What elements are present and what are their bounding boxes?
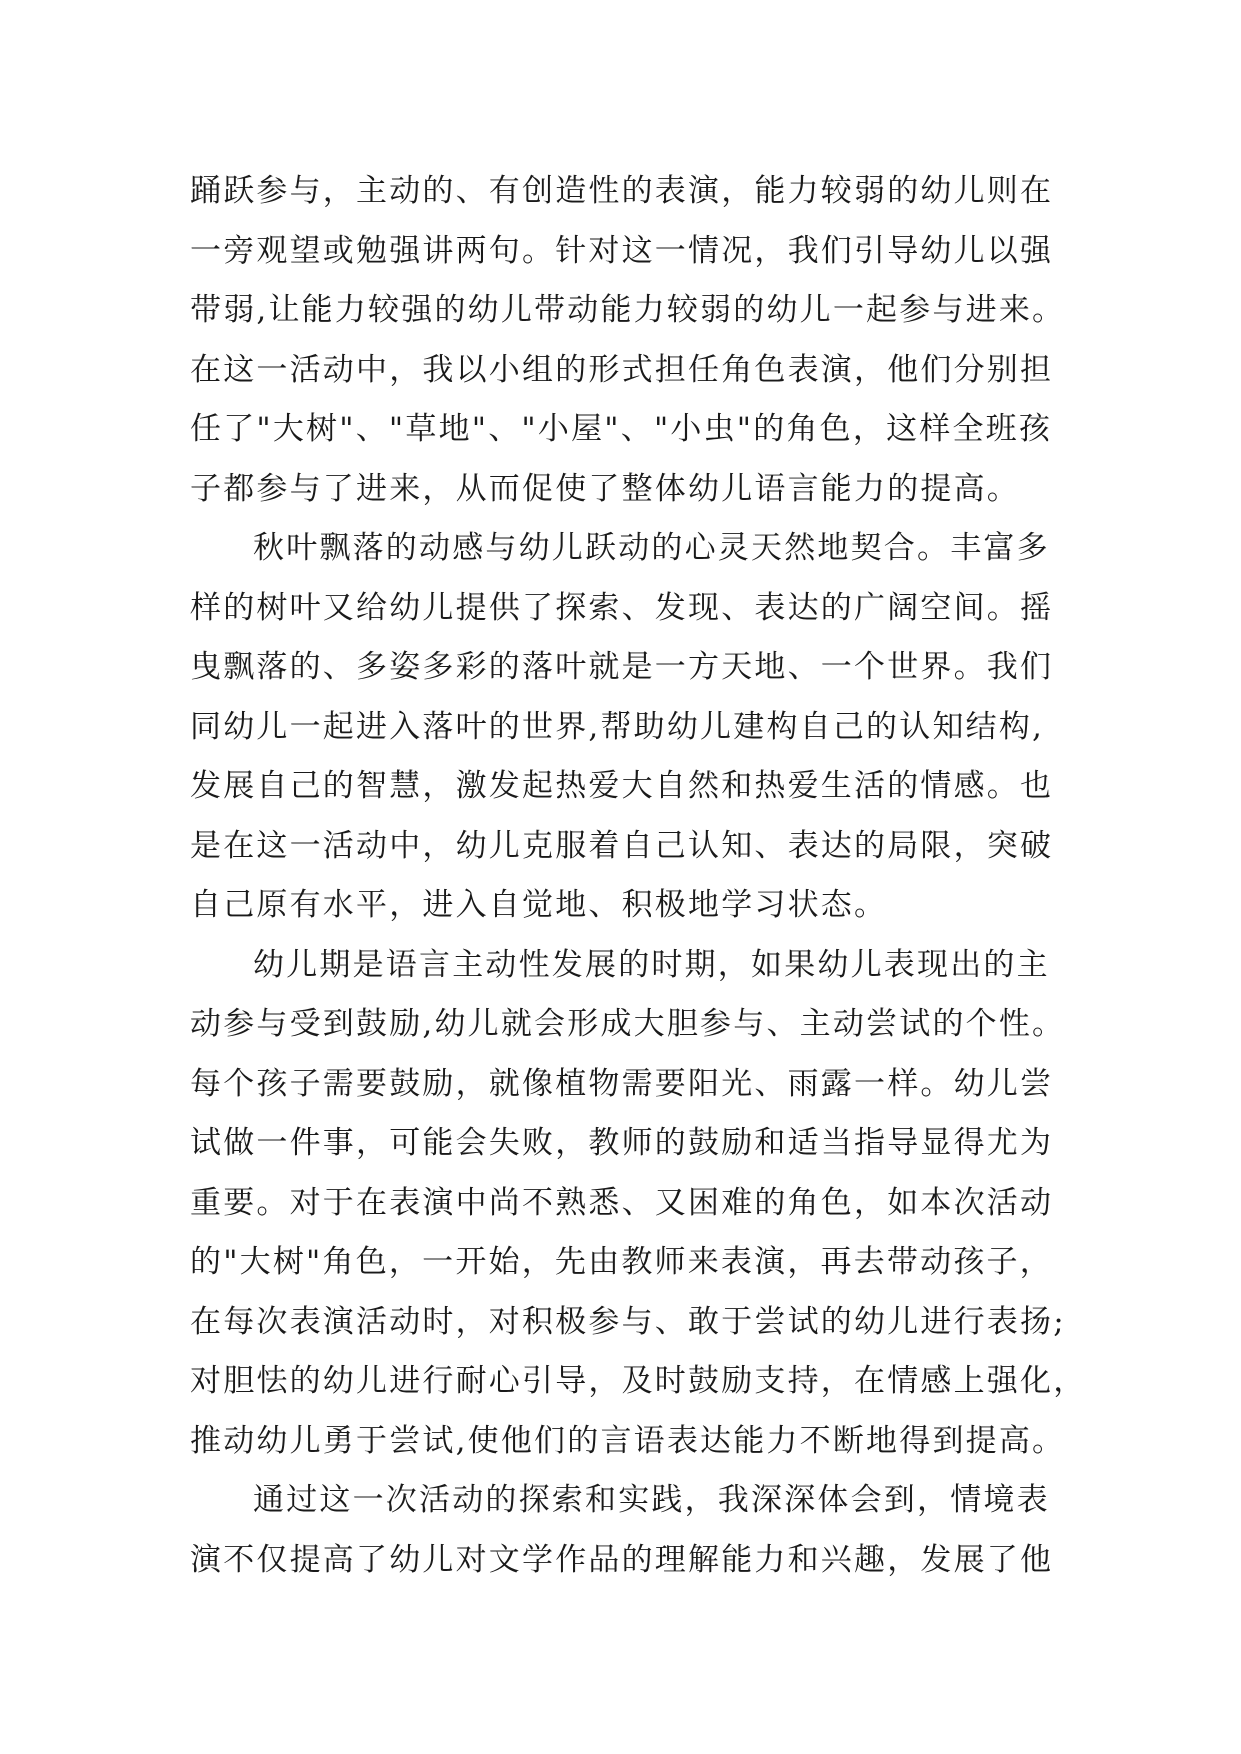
text-line: 样的树叶又给幼儿提供了探索、发现、表达的广阔空间。摇 — [190, 589, 1054, 626]
body-text — [190, 162, 1090, 1590]
text-line: 发展自己的智慧，激发起热爱大自然和热爱生活的情感。也 — [190, 768, 1054, 804]
text-line: 推动幼儿勇于尝试,使他们的言语表达能力不断地得到提高。 — [190, 1422, 1066, 1459]
text-line: 对胆怯的幼儿进行耐心引导，及时鼓励支持，在情感上强化， — [190, 1363, 1087, 1399]
paragraph-first-line: 幼儿期是语言主动性发展的时期，如果幼儿表现出的主 — [253, 946, 1050, 983]
paragraph-first-line: 通过这一次活动的探索和实践，我深深体会到，情境表 — [253, 1482, 1050, 1518]
text-line: 在这一活动中，我以小组的形式担任角色表演，他们分别担 — [190, 351, 1054, 388]
text-line: 是在这一活动中，幼儿克服着自己认知、表达的局限，突破 — [190, 827, 1054, 864]
text-line: 试做一件事，可能会失败，教师的鼓励和适当指导显得尤为 — [190, 1125, 1054, 1161]
paragraph-first-line: 秋叶飘落的动感与幼儿跃动的心灵天然地契合。丰富多 — [253, 530, 1050, 566]
text-line: 在每次表演活动时，对积极参与、敢于尝试的幼儿进行表扬; — [190, 1303, 1066, 1340]
text-line: 的"大树"角色，一开始，先由教师来表演，再去带动孩子， — [190, 1244, 1053, 1280]
text-line: 一旁观望或勉强讲两句。针对这一情况，我们引导幼儿以强 — [190, 232, 1054, 269]
text-line: 曳飘落的、多姿多彩的落叶就是一方天地、一个世界。我们 — [190, 649, 1054, 685]
text-line: 动参与受到鼓励,幼儿就会形成大胆参与、主动尝试的个性。 — [190, 1006, 1066, 1042]
text-line: 重要。对于在表演中尚不熟悉、又困难的角色，如本次活动 — [190, 1184, 1054, 1221]
text-line: 自己原有水平，进入自觉地、积极地学习状态。 — [190, 887, 888, 923]
text-line: 子都参与了进来，从而促使了整体幼儿语言能力的提高。 — [190, 470, 1020, 507]
text-line: 同幼儿一起进入落叶的世界,帮助幼儿建构自己的认知结构, — [190, 708, 1045, 745]
text-line: 带弱,让能力较强的幼儿带动能力较弱的幼儿一起参与进来。 — [190, 292, 1066, 328]
text-line: 每个孩子需要鼓励，就像植物需要阳光、雨露一样。幼儿尝 — [190, 1065, 1054, 1102]
text-line: 任了"大树"、"草地"、"小屋"、"小虫"的角色，这样全班孩 — [190, 411, 1053, 447]
text-line: 演不仅提高了幼儿对文学作品的理解能力和兴趣，发展了他 — [190, 1541, 1054, 1578]
text-line: 踊跃参与，主动的、有创造性的表演，能力较弱的幼儿则在 — [190, 173, 1054, 209]
